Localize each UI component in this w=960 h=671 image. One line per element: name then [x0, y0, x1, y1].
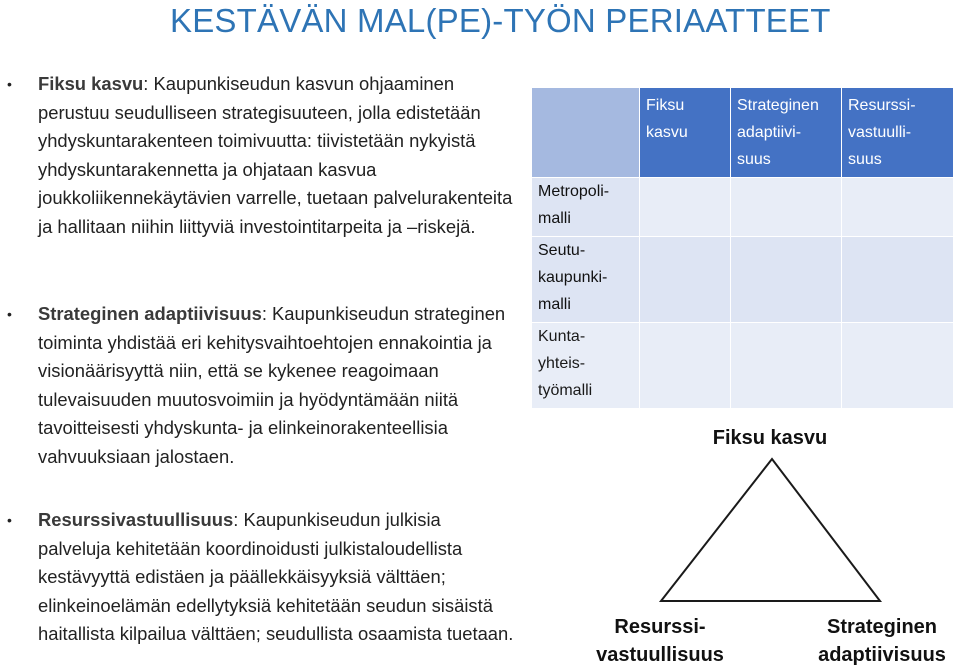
triangle-top-label: Fiksu kasvu	[712, 427, 828, 449]
triangle-left-label: Resurssi- vastuullisuus	[596, 616, 724, 666]
triangle-shape	[661, 459, 880, 601]
principle-text: : Kaupunkiseudun strateginen toiminta yhdistää eri kehitysvaihtoehtojen ennakointia ja visionäärisyyttä niin, että se kykenee reagoimaan tulevaisuuden muutosvoimiin ja hyödyntämään niitä tavoitteisesti yhdyskunta- ja elinkeinorakenteellisia vahvuuksiaan jalostaen.	[38, 303, 506, 467]
column-header-fiksu-kasvu: Fiksu kasvu	[640, 88, 731, 178]
bullet-icon: •	[7, 76, 12, 92]
principle-text: : Kaupunkiseudun kasvun ohjaaminen perustuu seudulliseen strategisuuteen, jolla edistetään yhdyskuntarakenteen toimivuutta: tiivistetään nykyistä yhdyskuntarakennetta ja ohjataan kasvua joukkoliikennekäytävien varrelle, tuetaan palvelurakenteita ja hallitaan niihin liittyviä investointitarpeita ja –riskejä.	[38, 73, 513, 237]
principle-term: Strateginen adaptiivisuus	[38, 303, 262, 324]
principle-text: : Kaupunkiseudun julkisia palveluja kehitetään koordinoidusti julkistaloudellista kestävyyttä edistäen ja päällekkäisyyksiä välttäen; elinkeinoelämän edellytyksiä kehitetään seudun sisäistä haitallista kilpailua välttäen; seudullista osaamista tuetaan.	[38, 509, 514, 645]
bullet-icon: •	[7, 306, 12, 322]
row-label-seutukaupunkimalli: Seutu- kaupunki- malli	[532, 237, 640, 323]
principle-term: Resurssivastuullisuus	[38, 509, 234, 530]
row-label-metropolimalli: Metropoli- malli	[532, 178, 640, 237]
row-label-kuntayhteistyomalli: Kunta- yhteis- työmalli	[532, 323, 640, 409]
column-header-resurssivastuullisuus: Resurssi- vastuulli- suus	[842, 88, 954, 178]
triangle-right-label: Strateginen adaptiivisuus	[818, 616, 946, 666]
principle-term: Fiksu kasvu	[38, 73, 144, 94]
bullet-icon: •	[7, 512, 12, 528]
slide-title: KESTÄVÄN MAL(PE)-TYÖN PERIAATTEET	[170, 2, 831, 39]
column-header-strateginen-adaptiivisuus: Strateginen adaptiivi- suus	[731, 88, 842, 178]
